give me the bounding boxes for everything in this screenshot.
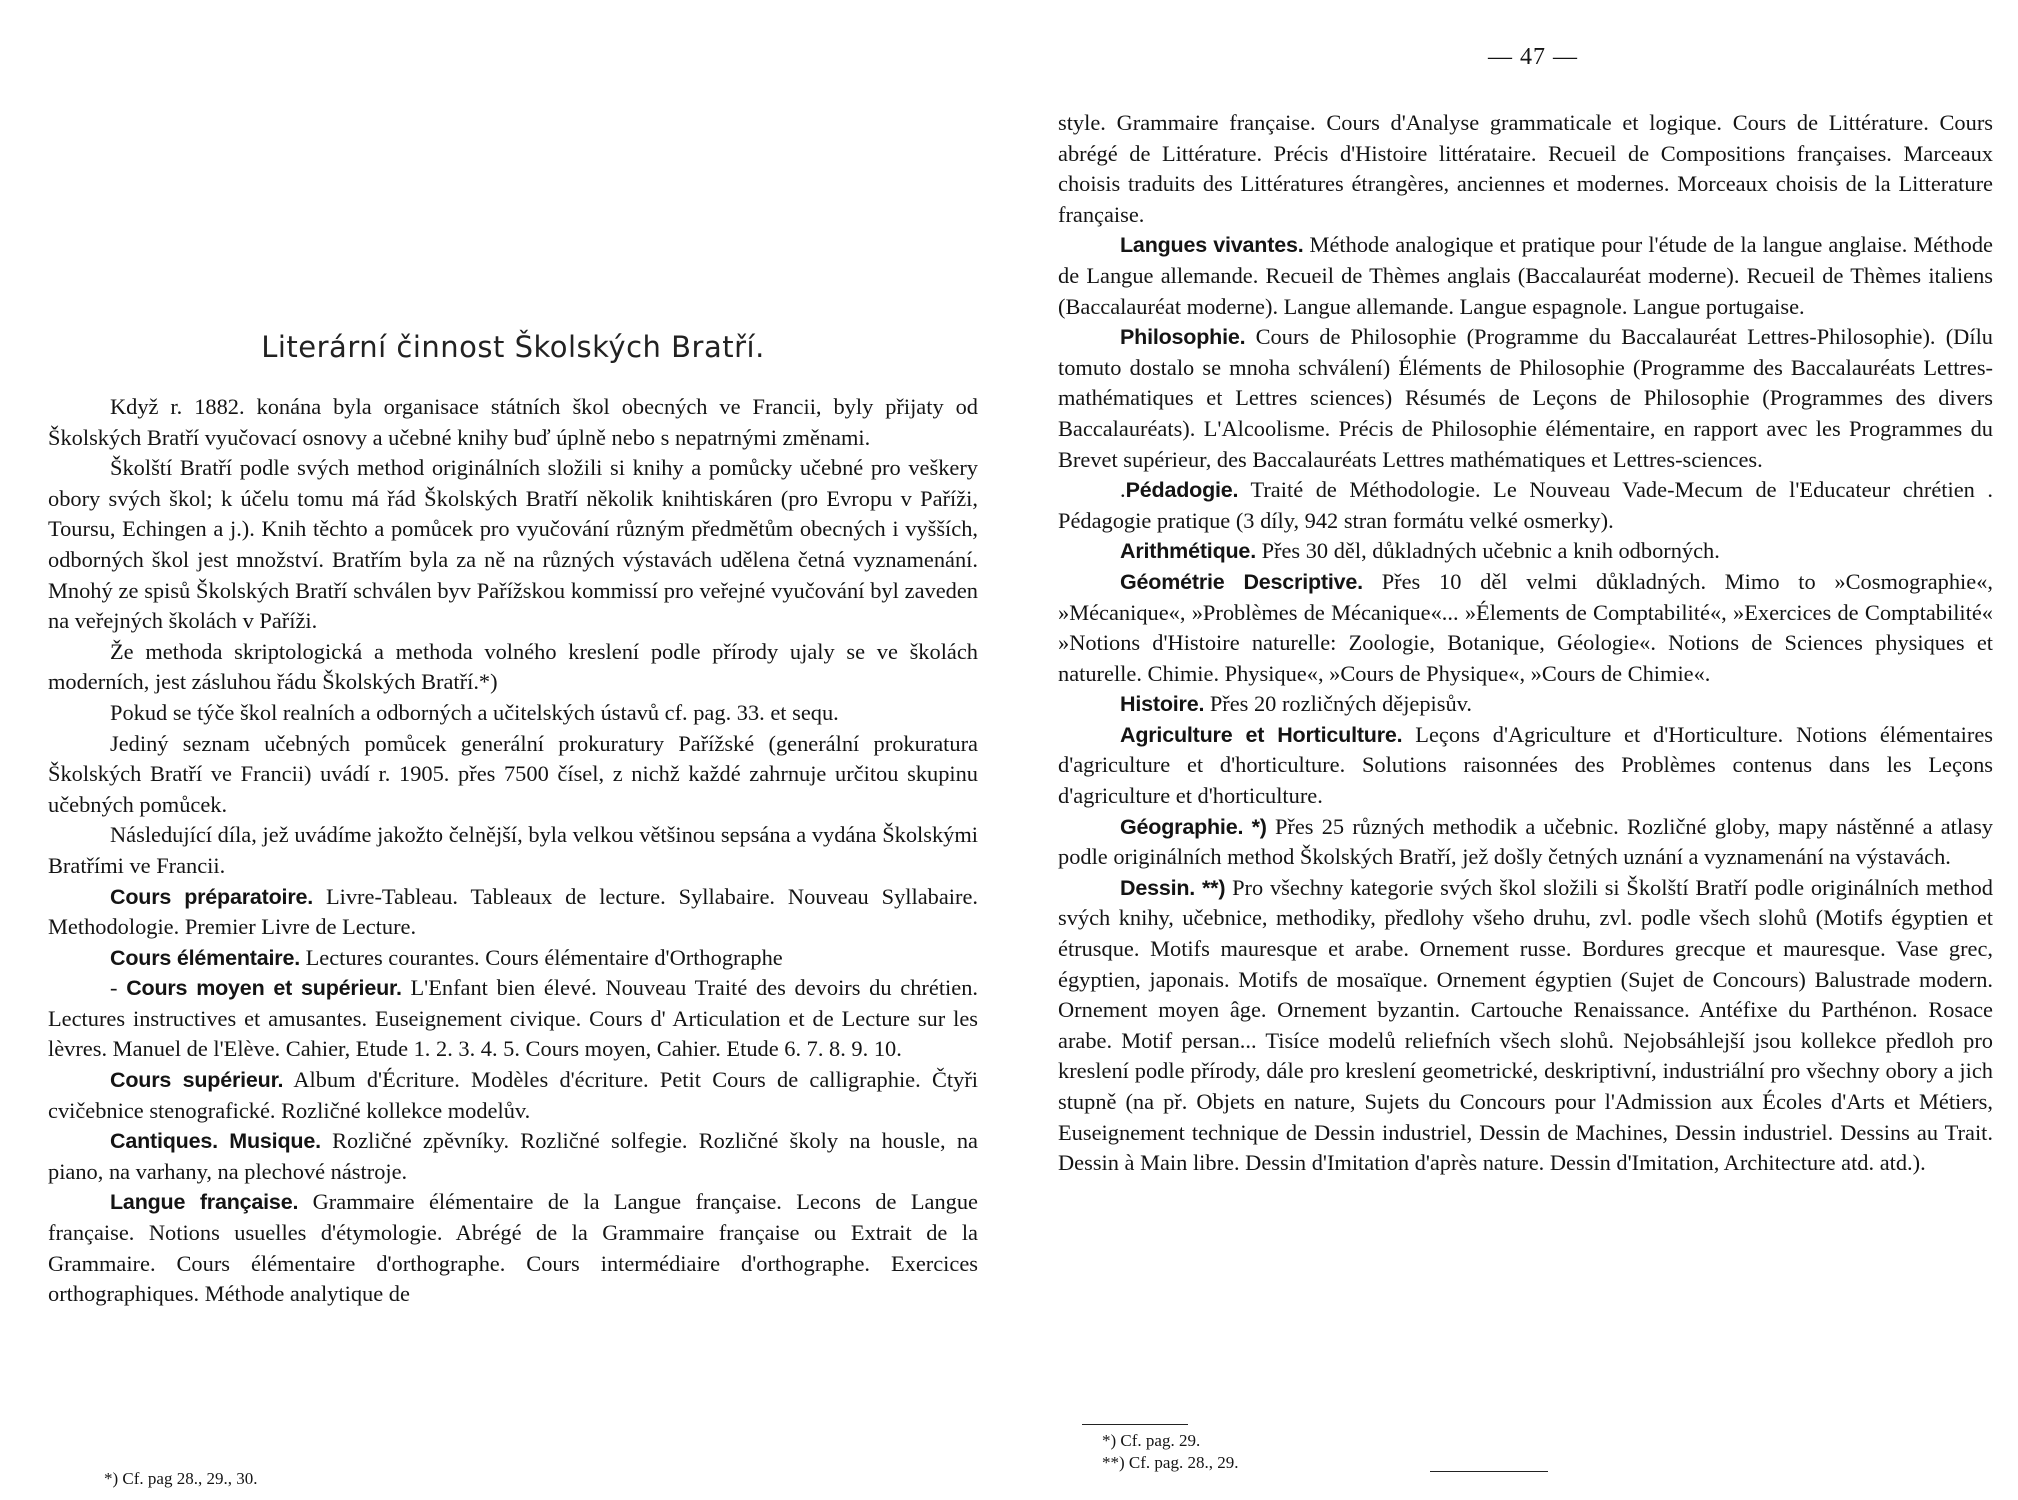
paragraph-text: Přes 20 rozličných dějepisův. (1204, 691, 1473, 717)
right-page (1058, 0, 1993, 1500)
left-page-body (48, 392, 978, 1310)
section-lead: Langues vivantes. (1120, 233, 1304, 258)
paragraph-text: Následující díla, jež uvádíme jakožto čelnější, byla velkou většinou sepsána a vydána Školskými Bratřími ve Francii. (48, 822, 978, 878)
paragraph (1058, 689, 1993, 720)
paragraph-prefix: - (110, 975, 127, 1001)
section-lead: Cours moyen et supérieur. (126, 976, 402, 1001)
paragraph (1058, 475, 1993, 536)
section-lead: Géographie. *) (1120, 814, 1267, 839)
paragraph (48, 882, 978, 943)
footnote-1: *) Cf. pag. 29. (1102, 1431, 1201, 1450)
paragraph-text: Přes 10 děl velmi důkladných. Mimo to »Cosmographie«, »Mécanique«, »Problèmes de Mécanique«... »Élements de Comptabilité«, »Exercices de Comptabilité« »Notions d'Histoire naturelle: Zoologie, Botanique, Géologie«. Notions de Sciences physiques et naturelle. Chimie. Physique«, »Cours de Physique«, »Cours de Chimie«. (1058, 568, 1994, 686)
paragraph-prefix: . (1120, 477, 1126, 503)
page-number: — 47 — (1488, 44, 1578, 70)
paragraph (48, 820, 978, 881)
right-page-body (1058, 108, 1993, 1179)
left-page (48, 0, 978, 1500)
paragraph (48, 1126, 978, 1187)
paragraph (1058, 536, 1993, 567)
paragraph-text: Přes 30 děl, důkladných učebnic a knih odborných. (1255, 538, 1720, 564)
paragraph-text: Jediný seznam učebných pomůcek generální prokuratury Pařížské (generální prokuratura Školských Bratří ve Francii) uvádí r. 1905. přes 7500 čísel, z nichž každé zahrnuje určitou skupinu učebných pomůcek. (48, 730, 978, 817)
left-footnote: *) Cf. pag 28., 29., 30. (104, 1469, 258, 1488)
section-lead: Histoire. (1120, 692, 1205, 717)
section-lead: Cours préparatoire. (110, 884, 314, 909)
footnote-rule-short (1430, 1471, 1548, 1472)
paragraph-text: Přes 25 různých methodik a učebnic. Rozličné globy, mapy nástěnné a atlasy podle originálních method Školských Bratří, jež došly četných uznání a vyznamenání na výstavách. (1058, 813, 1993, 870)
paragraph (48, 453, 978, 637)
paragraph-text: Pokud se týče škol realních a odborných a učitelských ústavů cf. pag. 33. et sequ. (110, 699, 839, 725)
paragraph-text: style. Grammaire française. Cours d'Analyse grammaticale et logique. Cours de Littérature. Cours abrégé de Littérature. Précis d'Histoire littérataire. Recueil de Compositions françaises. Marceaux choisis traduits des Littératures étrangères, anciennes et modernes. Morceaux choisis de la Litterature française. (1058, 110, 1993, 227)
paragraph-text: Cours de Philosophie (Programme du Baccalauréat Lettres-Philosophie). (Dílu tomuto dostalo se mnoha schválení) Éléments de Philosophie (Programme des Baccalauréats Lettres-mathématiques et Lettres sciences) Résumés de Leçons de Philosophie (Programmes des divers Baccalauréats). L'Alcoolisme. Précis de Philosophie élémentaire, en rapport avec les Programmes du Brevet supérieur, des Baccalauréats Lettres mathématiques et Lettres-sciences. (1058, 324, 1993, 472)
section-lead: Dessin. **) (1120, 875, 1226, 900)
paragraph (48, 1065, 978, 1126)
paragraph-text: Album d'Écriture. Modèles d'écriture. Petit Cours de calligraphie. Čtyři cvičebnice stenografické. Rozličné kollekce modelův. (48, 1067, 979, 1123)
section-lead: Géométrie Descriptive. (1120, 569, 1363, 594)
paragraph-text: Leçons d'Agriculture et d'Horticulture. Notions élémentaires d'agriculture et d'horticulture. Solutions raisonnées des Problèmes contenus dans les Leçons d'agriculture et d'horticulture. (1058, 721, 1993, 809)
paragraph (1058, 567, 1993, 689)
section-lead: Langue française. (110, 1190, 299, 1215)
section-lead: Philosophie. (1120, 325, 1246, 350)
section-lead: Cantiques. Musique. (110, 1129, 321, 1154)
paragraph-text: Lectures courantes. Cours élémentaire d'Orthographe (299, 944, 783, 970)
paragraph (1058, 230, 1993, 322)
paragraph (1058, 720, 1993, 812)
paragraph-text: Traité de Méthodologie. Le Nouveau Vade-Mecum de l'Educateur chrétien . Pédagogie pratique (3 díly, 942 stran formátu velké osmerky). (1058, 477, 1993, 533)
paragraph-text: Školští Bratří podle svých method originálních složili si knihy a pomůcky učebné pro veškery obory svých škol; k účelu tomu má řád Školských Bratří několik knihtiskáren (pro Evropu v Paříži, Toursu, Echingen a j.). Knih těchto a pomůcek pro vyučování různým předmětům obecných i vyšších, odborných škol jest množství. Bratřím byla za ně na různých výstavách udělena četná vyznamenání. Mnohý ze spisů Školských Bratří schválen byv Pařížskou kommissí pro veřejné vyučování byl zaveden na veřejných školách v Paříži. (48, 455, 978, 634)
section-lead: Arithmétique. (1120, 539, 1256, 564)
paragraph (48, 637, 978, 698)
section-lead: Agriculture et Horticulture. (1120, 722, 1403, 747)
paragraph (48, 943, 978, 974)
paragraph (1058, 108, 1993, 230)
footnote-rule (1082, 1424, 1188, 1425)
paragraph (1058, 873, 1993, 1179)
paragraph-text: L'Enfant bien élevé. Nouveau Traité des devoirs du chrétien. Lectures instructives et amusantes. Euseignement civique. Cours d' Articulation et de Lecture sur les lèvres. Manuel de l'Elève. Cahier, Etude 1. 2. 3. 4. 5. Cours moyen, Cahier. Etude 6. 7. 8. 9. 10. (48, 975, 978, 1062)
paragraph-text: Rozličné zpěvníky. Rozličné solfegie. Rozličné školy na housle, na piano, na varhany, na plechové nástroje. (48, 1128, 978, 1184)
paragraph (48, 698, 978, 729)
paragraph-text: Grammaire élémentaire de la Langue française. Lecons de Langue française. Notions usuelles d'étymologie. Abrégé de la Grammaire française ou Extrait de la Grammaire. Cours élémentaire d'orthographe. Cours intermédiaire d'orthographe. Exercices orthographiques. Méthode analytique de (48, 1189, 978, 1307)
paragraph (48, 973, 978, 1065)
paragraph (1058, 322, 1993, 475)
footnote-2: **) Cf. pag. 28., 29. (1102, 1453, 1239, 1472)
paragraph-text: Livre-Tableau. Tableaux de lecture. Syllabaire. Nouveau Syllabaire. Methodologie. Premier Livre de Lecture. (48, 883, 978, 940)
right-footnotes (1102, 1430, 1238, 1474)
chapter-heading: Literární činnost Školských Bratří. (261, 330, 765, 364)
paragraph (1058, 812, 1993, 873)
paragraph (48, 1187, 978, 1309)
paragraph (48, 729, 978, 821)
section-lead: Cours élémentaire. (110, 945, 300, 970)
paragraph (48, 392, 978, 453)
section-lead: Pédadogie. (1125, 478, 1239, 503)
paragraph-text: Méthode analogique et pratique pour l'étude de la langue anglaise. Méthode de Langue allemande. Recueil de Thèmes anglais (Baccalauréat moderne). Recueil de Thèmes italiens (Baccalauréat moderne). Langue allemande. Langue espagnole. Langue portugaise. (1058, 232, 1993, 319)
paragraph-text: Že methoda skriptologická a methoda volného kreslení podle přírody ujaly se ve školách moderních, jest zásluhou řádu Školských Bratří.*) (48, 638, 978, 695)
paragraph-text: Když r. 1882. konána byla organisace státních škol obecných ve Francii, byly přijaty od Školských Bratří vyučovací osnovy a učebné knihy buď úplně nebo s nepatrnými změnami. (48, 394, 978, 450)
section-lead: Cours supérieur. (110, 1068, 284, 1093)
paragraph-text: Pro všechny kategorie svých škol složili si Školští Bratří podle originálních method svých knihy, učebnice, methodiky, předlohy všeho druhu, zvl. podle všech slohů (Motifs égyptien et étrusque. Motifs mauresque et arabe. Ornement russe. Bordures grecque et mauresque. Vase grec, égyptien, japonais. Motifs de mosaïque. Ornement égyptien (Sujet de Concours) Balustrade modern. Ornement moyen âge. Ornement byzantin. Cartouche Renaissance. Antéfixe du Parthénon. Rosace arabe. Motif persan... Tisíce modelů reliefních všech slohů. Nejobsáhlejší jsou kollekce předloh pro kreslení podle přírody, dále pro kreslení geometrické, deskriptivní, industriální pro všechny obory a jich stupně (na př. Objets en nature, Sujets du Concours pour l'Admission aux Écoles d'Arts et Métiers, Euseignement technique de Dessin industriel, Dessin de Machines, Dessin industriel. Dessins au Trait. Dessin à Main libre. Dessin d'Imitation d'après nature. Dessin d'Imitation, Architecture atd. atd.). (1058, 874, 1993, 1176)
